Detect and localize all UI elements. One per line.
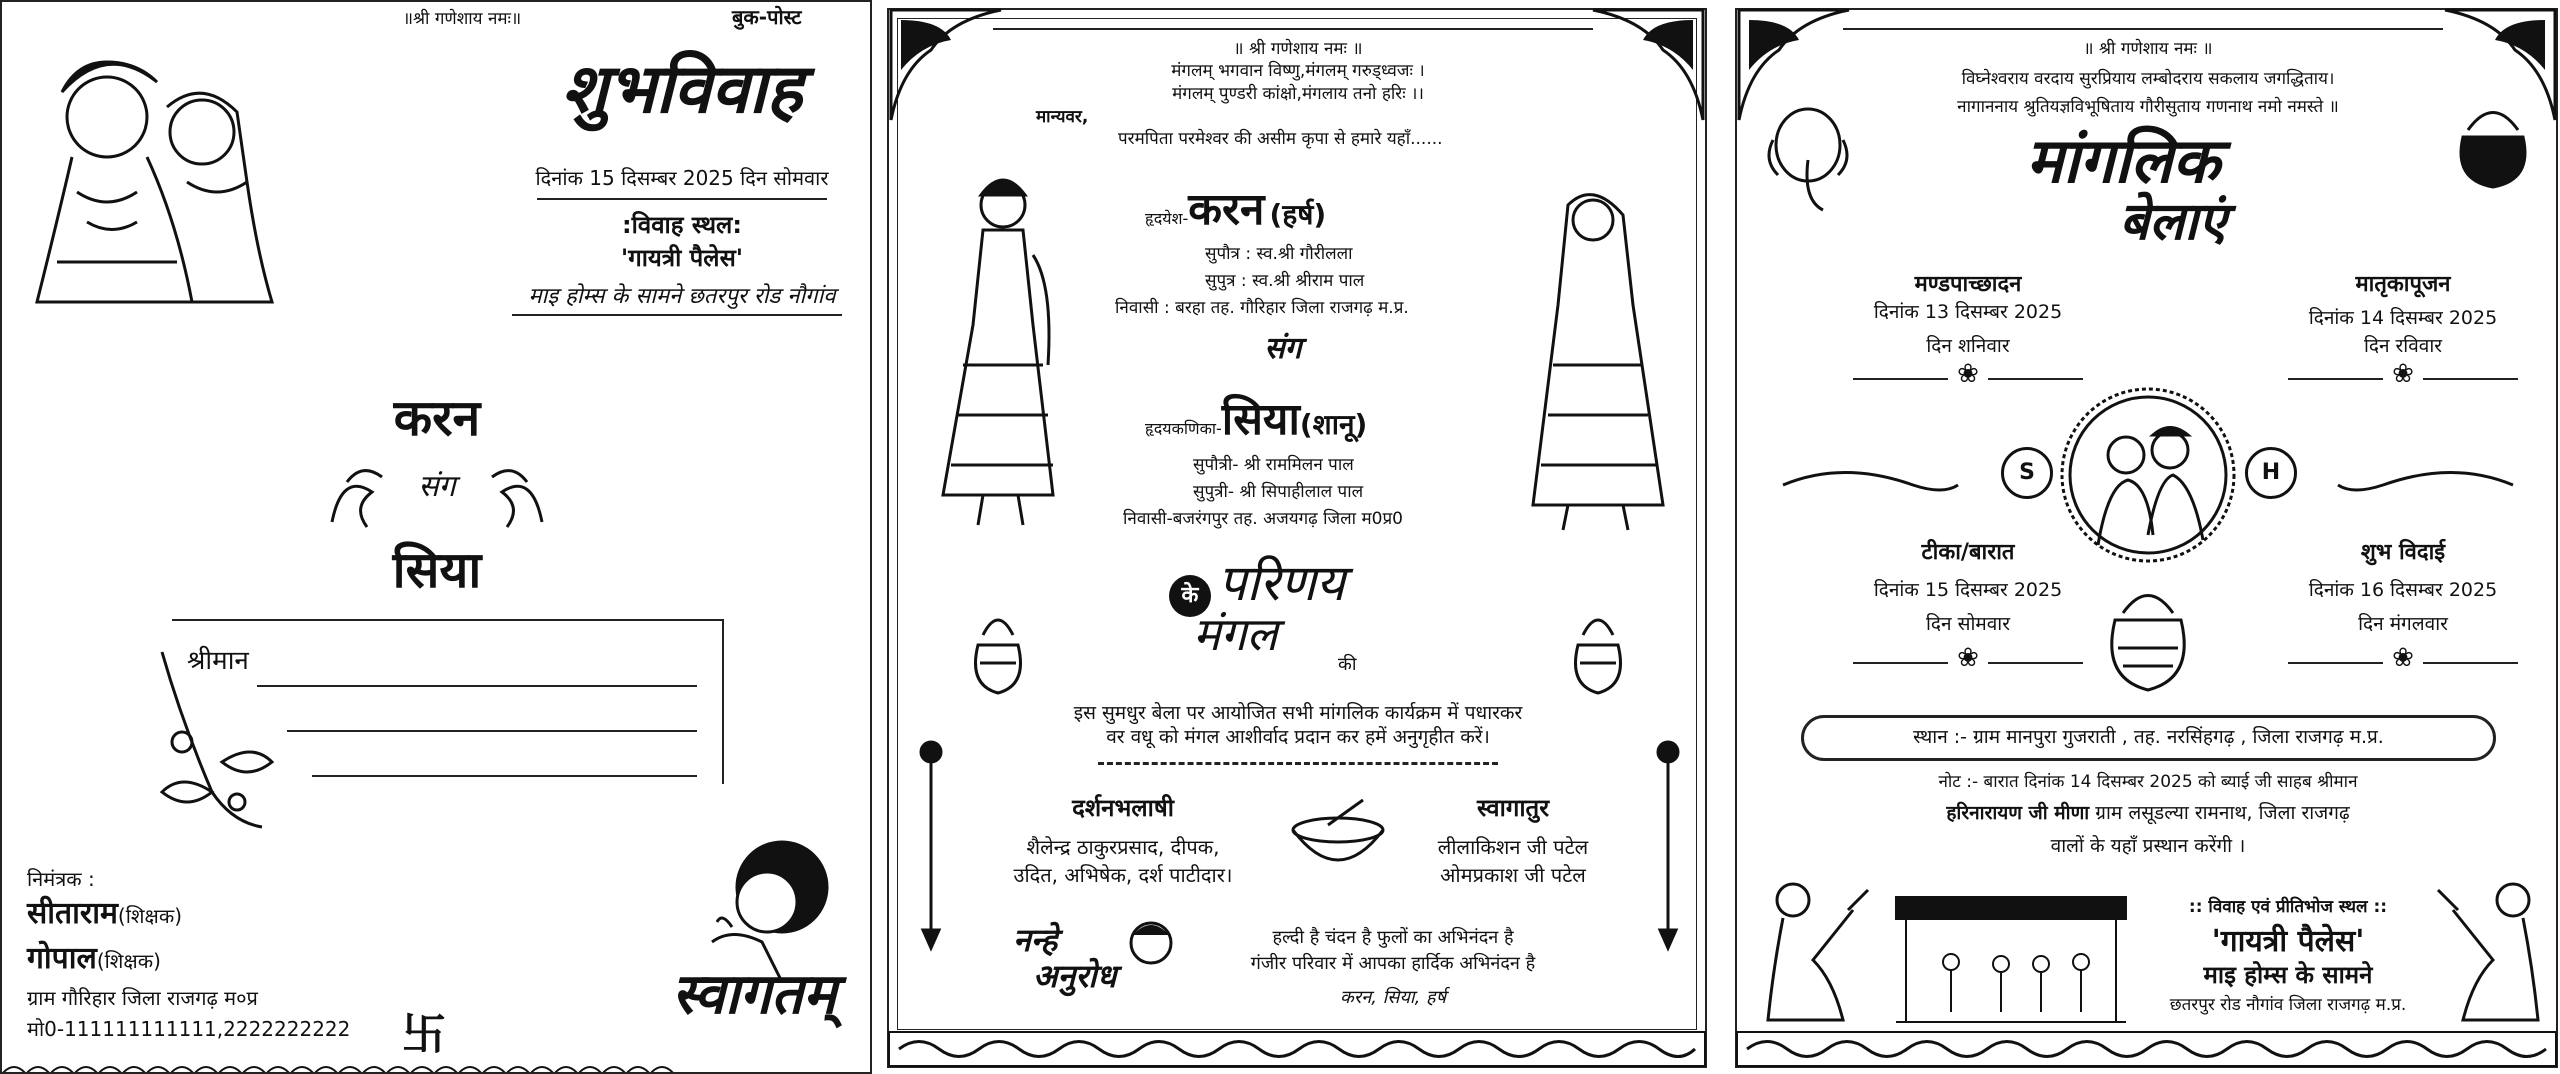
swagat-name-1: लीलाकिशन जी पटेल <box>1437 835 1589 859</box>
event-3-day: दिन सोमवार <box>1926 613 2010 635</box>
inviter-2-role: (शिक्षक) <box>96 949 161 973</box>
top-border-band <box>1843 28 2443 30</box>
bride-block <box>1145 395 1367 446</box>
inviter-2-name: गोपाल <box>27 941 97 976</box>
feast-venue-name: 'गायत्री पैलेस' <box>2211 924 2365 959</box>
couple-portrait-medallion <box>2058 385 2238 565</box>
address-box-side <box>722 619 724 784</box>
hanging-ornament-left <box>911 740 951 950</box>
initial-s-medallion: S <box>2001 447 2053 499</box>
feast-address-1: माइ होम्स के सामने <box>2203 961 2373 989</box>
venue-name: 'गायत्री पैलेस' <box>620 244 744 272</box>
invocation: ॥ श्री गणेशाय नमः ॥ <box>1233 39 1363 59</box>
groom-name: करन <box>1188 184 1265 235</box>
lotus-icon: ❀ <box>2383 644 2423 674</box>
invitation-line-2: वर वधू को मंगल आशीर्वाद प्रदान कर हमें अनुगृहीत करें। <box>1106 726 1490 748</box>
inviter-2 <box>27 942 161 977</box>
event-4-date: दिनांक 16 दिसम्बर 2025 <box>2308 579 2498 601</box>
kneeling-lady-left-illustration <box>1753 870 1873 1030</box>
inviter-1-name: सीताराम <box>27 896 118 931</box>
bride-nickname: (शानू) <box>1299 408 1368 441</box>
bride-name: सिया <box>1221 394 1300 445</box>
swagat-title: स्वागातुर <box>1476 794 1550 822</box>
kalash-center-icon <box>2103 578 2193 693</box>
anurodh-text: अनुरोध <box>1033 957 1117 995</box>
addressee-label: श्रीमान <box>187 646 249 676</box>
card-panel-cover <box>0 0 872 1074</box>
feast-venue-label: :: विवाह एवं प्रीतिभोज स्थल :: <box>2188 897 2388 917</box>
inviter-1-role: (शिक्षक) <box>117 904 182 928</box>
swagat-name-2: ओमप्रकाश जी पटेल <box>1440 863 1586 887</box>
nanhe-text: नन्हे <box>1013 921 1058 959</box>
top-border-band <box>993 28 1593 30</box>
hanging-ornament-right <box>1648 740 1688 950</box>
inviter-address: ग्राम गौरिहार जिला राजगढ़ म०प्र <box>27 986 258 1010</box>
bottom-floral-border <box>889 1032 1705 1066</box>
event-1-title: मण्डपाच्छादन <box>1914 272 2022 297</box>
kalash-icon <box>1568 605 1628 695</box>
bride-residence: निवासी-बजरंगपुर तह. अजयगढ़ जिला म0प्र0 <box>1123 509 1403 529</box>
place-text: स्थान :- ग्राम मानपुरा गुजराती , तह. नरसिंहगढ़ , जिला राजगढ़ म.प्र. <box>1913 726 2384 748</box>
bottom-scallop-border <box>2 1060 870 1074</box>
kalash-icon <box>968 605 1028 695</box>
shloka-line-2: मंगलम् पुण्डरी कांक्षो,मंगलाय तनो हरिः ।। <box>1172 84 1424 104</box>
darshan-title: दर्शनभलाषी <box>1072 794 1174 822</box>
groom-illustration <box>923 165 1073 535</box>
bride-name: सिया <box>392 541 482 599</box>
note-host-place: ग्राम लसूडल्या रामनाथ, जिला राजगढ़ <box>2089 802 2350 824</box>
divider <box>1098 762 1498 765</box>
address-line[interactable] <box>312 775 697 777</box>
couple-illustration <box>17 22 297 312</box>
note-line-2 <box>1803 803 2493 825</box>
invocation: ॥श्री गणेशाय नमः॥ <box>402 9 522 29</box>
groom-residence: निवासी : बरहा तह. गौरिहार जिला राजगढ़ म.प्र. <box>1115 298 1409 318</box>
venue-label: :विवाह स्थल: <box>622 211 742 239</box>
invitation-line-1: इस सुमधुर बेला पर आयोजित सभी मांगलिक कार्यक्रम में पधारकर <box>1073 702 1523 724</box>
bride-granddaughter-of: सुपौत्री- श्री राममिलन पाल <box>1193 455 1354 475</box>
lotus-icon: ❀ <box>1948 644 1988 674</box>
lotus-icon: ❀ <box>1948 360 1988 390</box>
feast-address-2: छतरपुर रोड नौगांव जिला राजगढ़ म.प्र. <box>2169 995 2407 1015</box>
groom-grandson-of: सुपौत्र : स्व.श्री गौरीलला <box>1205 244 1353 264</box>
bottom-floral-border <box>1737 1032 2556 1066</box>
monogram-sang: संग <box>418 469 456 504</box>
divider <box>512 314 842 316</box>
sang-ornament: संग <box>1264 331 1302 366</box>
phone-number: मो0-111111111111,2222222222 <box>27 1017 351 1041</box>
divider <box>537 198 827 200</box>
wedding-date: दिनांक 15 दिसम्बर 2025 दिन सोमवार <box>535 166 829 190</box>
inviter-1 <box>27 897 182 932</box>
corner-ornament-top-left <box>891 10 1001 120</box>
shloka-line-1: मंगलम् भगवान विष्णु,मंगलम् गरुड्ध्वजः । <box>1171 61 1425 81</box>
note-host-name: हरिनारायण जी मीणा <box>1946 802 2090 824</box>
card-panel-events <box>1733 0 2560 1074</box>
event-2-title: मातृकापूजन <box>2355 272 2451 297</box>
kalash-icon <box>2453 95 2533 190</box>
initial-h-medallion: H <box>2245 447 2297 499</box>
groom-block <box>1145 185 1326 236</box>
haldi-bowl-icon <box>1288 800 1388 870</box>
lotus-icon: ❀ <box>2383 360 2423 390</box>
inviter-label: निमंत्रक : <box>27 867 95 891</box>
book-post-label: बुक-पोस्ट <box>732 5 802 29</box>
invocation: ॥ श्री गणेशाय नमः ॥ <box>2083 39 2213 59</box>
darshan-names-2: उदित, अभिषेक, दर्श पाटीदार। <box>1013 863 1233 887</box>
corner-ornament-top-right <box>1593 10 1703 120</box>
groom-label: हृदयेश- <box>1145 209 1189 228</box>
venue-address: माइ होम्स के सामने छतरपुर रोड नौगांव <box>528 284 836 309</box>
event-2-date: दिनांक 14 दिसम्बर 2025 <box>2308 307 2498 329</box>
bride-daughter-of: सुपुत्री- श्री सिपाहीलाल पाल <box>1193 482 1364 502</box>
event-4-day: दिन मंगलवार <box>2358 613 2448 635</box>
card-panel-invitation <box>883 0 1711 1074</box>
welcome-text: स्वागतम् <box>672 961 837 1027</box>
groom-name: करन <box>393 389 481 447</box>
event-4-title: शुभ विदाई <box>2360 540 2446 565</box>
address-line[interactable] <box>257 685 697 687</box>
shloka-line-2: नागाननाय श्रुतियज्ञविभूषिताय गौरीसुताय गणनाथ नमो नमस्ते ॥ <box>1957 97 2339 117</box>
haldi-line-1: हल्दी है चंदन है फुलों का अभिनंदन है <box>1272 927 1514 948</box>
shloka-line-1: विघ्नेश्वराय वरदाय सुरप्रियाय लम्बोदराय सकलाय जगद्धिताय। <box>1961 69 2335 89</box>
note-line-1: नोट :- बारात दिनांक 14 दिसम्बर 2025 को ब्याई जी साहब श्रीमान <box>1938 772 2358 792</box>
ke-badge: के <box>1169 575 1211 617</box>
bride-label: हृदयकणिका- <box>1145 419 1222 438</box>
darshan-names-1: शैलेन्द्र ठाकुरप्रसाद, दीपक, <box>1026 835 1220 859</box>
kids-names: करन, सिया, हर्ष <box>1340 987 1446 1008</box>
bride-illustration <box>1523 185 1673 535</box>
ganesh-illustration <box>1763 100 1853 220</box>
groom-nickname: (हर्ष) <box>1269 198 1327 231</box>
swastik-icon: 卐 <box>402 1009 446 1060</box>
ki-text: की <box>1338 654 1357 675</box>
card-title: शुभविवाह <box>561 49 803 129</box>
blessing-line: परमपिता परमेश्वर की असीम कृपा से हमारे यहाँ...... <box>1118 129 1443 149</box>
event-1-day: दिन शनिवार <box>1926 335 2010 357</box>
title-manglik: मांगलिक <box>2026 124 2220 197</box>
note-line-3: वालों के यहाँ प्रस्थान करेंगी । <box>2050 835 2246 857</box>
event-3-title: टीका/बारात <box>1921 540 2015 565</box>
child-face-icon <box>1128 920 1174 966</box>
event-1-date: दिनांक 13 दिसम्बर 2025 <box>1873 301 2063 323</box>
event-2-day: दिन रविवार <box>2363 335 2443 357</box>
event-3-date: दिनांक 15 दिसम्बर 2025 <box>1873 579 2063 601</box>
parinay-text: परिणय <box>1218 554 1345 612</box>
mangal-text: मंगल <box>1193 607 1278 661</box>
address-box-top <box>172 619 722 621</box>
address-line[interactable] <box>287 730 697 732</box>
greeting: मान्यवर, <box>1036 107 1089 127</box>
mandap-illustration <box>1891 892 2131 1027</box>
title-belayen: बेलाएं <box>2119 191 2227 252</box>
groom-son-of: सुपुत्र : स्व.श्री श्रीराम पाल <box>1205 271 1365 291</box>
haldi-line-2: गंजीर परिवार में आपका हार्दिक अभिनंदन है <box>1250 953 1536 974</box>
